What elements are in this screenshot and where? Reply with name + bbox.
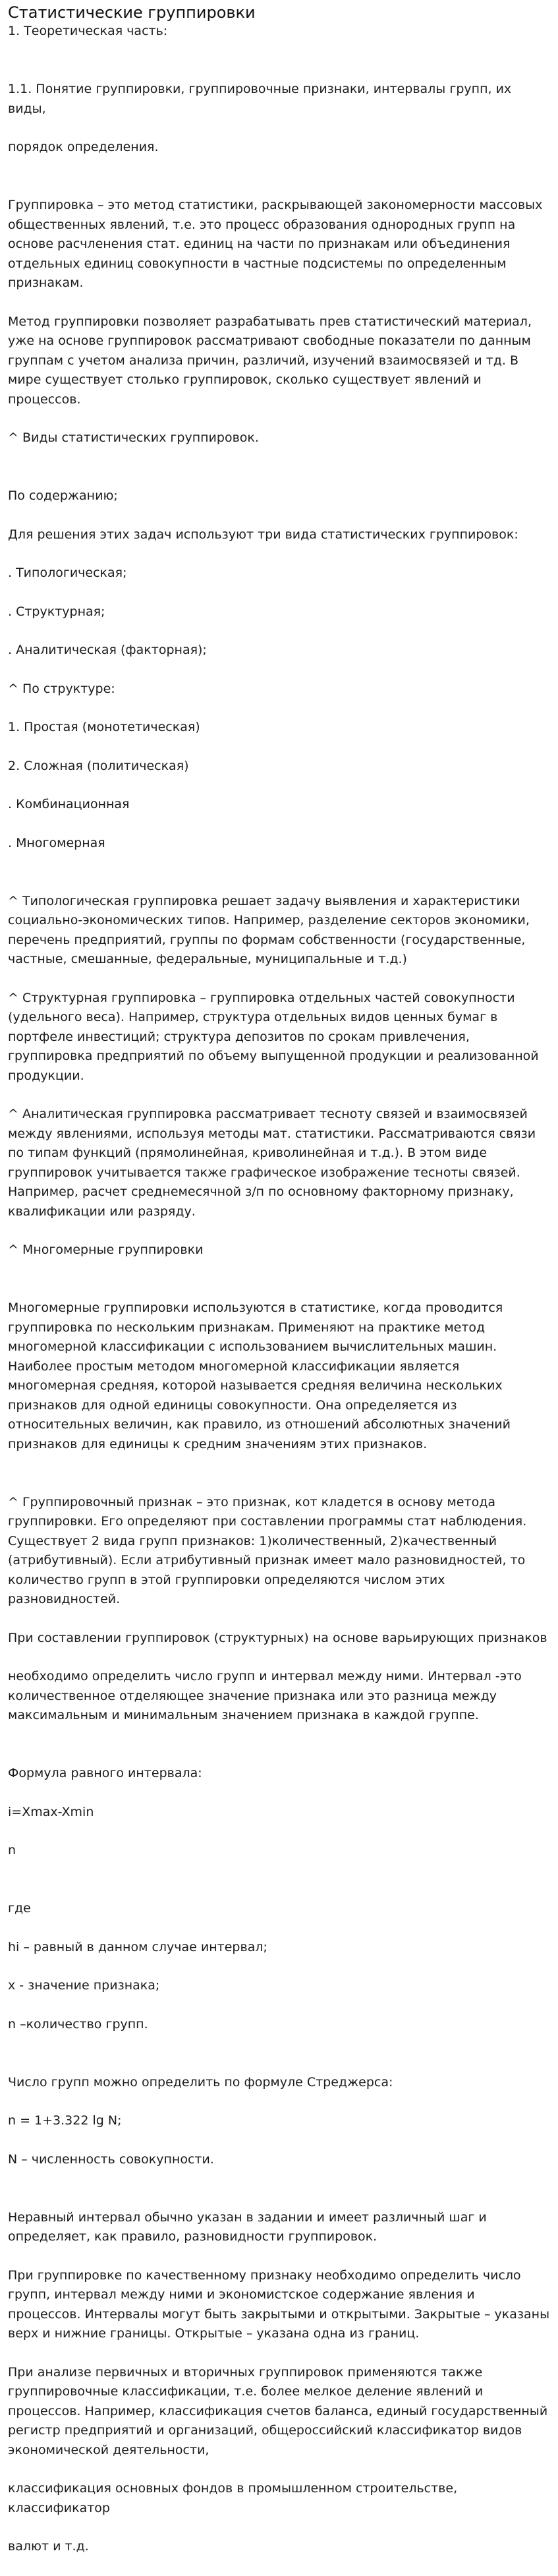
paragraph: валют и т.д. (8, 2539, 89, 2554)
paragraph: Группировка – это метод статистики, раскрывающей закономерности массовых общественных явлений, т.е. это процесс образования однородных групп на основе расчленения стат. единиц на части по признакам или объединения отдельных единиц совокупности в частные подсистемы по определенным признакам. (8, 198, 543, 290)
paragraph-spacing (8, 158, 550, 177)
paragraph-spacing (8, 1086, 550, 1105)
page-title: Статистические группировки (8, 3, 256, 22)
paragraph-spacing (8, 448, 550, 467)
paragraph: где (8, 1901, 31, 1916)
paragraph: Метод группировки позволяет разрабатывать прев статистический материал, уже на основе группировок рассматривают свободные показатели по данным группам с учетом анализа причин, различий, изучений взаимосвязей и тд. В мире существует столько группировок, сколько существует явлений и процессов. (8, 314, 532, 407)
paragraph: Для решения этих задач используют три вида статистических группировок: (8, 527, 518, 542)
paragraph: 2. Сложная (политическая) (8, 758, 189, 773)
paragraph-spacing (8, 2557, 550, 2576)
paragraph: ^ Аналитическая группировка рассматривает тесноту связей и взаимосвязей между явлениями, используя методы мат. статистики. Рассматриваются связи по типам функций (прямолинейная, криволинейная и т.д.). В этом виде группировок учитывается также графическое изображение тесноты связей. Например, расчет среднемесячной з/п по основному факторному признаку, квалификации или разряду. (8, 1107, 536, 1219)
paragraph-spacing (8, 970, 550, 989)
paragraph-spacing (8, 1454, 550, 1473)
paragraph-spacing (8, 660, 550, 680)
paragraph: порядок определения. (8, 140, 159, 154)
paragraph: 1. Простая (монотетическая) (8, 720, 200, 734)
paragraph-spacing (8, 1221, 550, 1241)
paragraph: hi – равный в данном случае интервал; (8, 1939, 267, 1954)
paragraph-spacing (8, 1260, 550, 1279)
paragraph-spacing (8, 119, 550, 138)
paragraph: ^ Группировочный признак – это признак, кот кладется в основу метода группировки. Его определяют при составлении программы стат наблюдения. Существует 2 вида групп признаков: 1)количественный, 2)качественный (атрибутивный). Если атрибутивный признак имеет мало разновидностей, то количество групп в этой группировки определяются числом этих разновидностей. (8, 1494, 527, 1606)
paragraph: . Типологическая; (8, 566, 127, 580)
spacer (8, 1473, 550, 1493)
paragraph: ^ Структурная группировка – группировка отдельных частей совокупности (удельного веса). Например, структура отдельных видов ценных бумаг в портфеле инвестиций; структура депозитов по срокам привлечения, группировка предприятий по объему выпущенной продукции и реализованной продукции. (8, 990, 539, 1083)
paragraph-spacing (8, 815, 550, 834)
paragraph-spacing (8, 2247, 550, 2266)
spacer (8, 2053, 550, 2073)
spacer (8, 61, 550, 80)
paragraph: n = 1+3.322 lg N; (8, 2113, 122, 2128)
paragraph-spacing (8, 1784, 550, 1803)
paragraph-spacing (8, 409, 550, 428)
paragraph-spacing (8, 699, 550, 718)
paragraph-spacing (8, 1957, 550, 1976)
paragraph: . Аналитическая (факторная); (8, 643, 207, 657)
paragraph: необходимо определить число групп и интервал между ними. Интервал -это количественное отделяющее значение признака или это разница между максимальным и минимальным значением признака в каждой группе. (8, 1669, 522, 1722)
paragraph: ^ Многомерные группировки (8, 1243, 204, 1257)
paragraph: При составлении группировок (структурных) на основе варьирующих признаков (8, 1630, 547, 1645)
paragraph: . Комбинационная (8, 797, 130, 811)
paragraph: классификация основных фондов в промышленном строительстве, классификатор (8, 2481, 458, 2515)
paragraph-spacing (8, 506, 550, 525)
paragraph-spacing (8, 2092, 550, 2111)
paragraph-spacing (8, 2034, 550, 2053)
paragraph: По содержанию; (8, 488, 118, 503)
paragraph-spacing (8, 42, 550, 61)
document-body (8, 22, 550, 2576)
paragraph: При группировке по качественному признаку необходимо определить число групп, интервал между ними и экономистское содержание явления и процессов. Интервалы могут быть закрытыми и открытыми. Закрытые – указаны верх и нижние границы. Открытые – указана одна из границ. (8, 2268, 550, 2341)
paragraph: ^ По структуре: (8, 681, 115, 696)
paragraph: Число групп можно определить по формуле Стреджерса: (8, 2074, 393, 2090)
paragraph: Формула равного интервала: (8, 1766, 202, 1780)
paragraph-spacing (8, 2344, 550, 2363)
paragraph-spacing (8, 1996, 550, 2015)
paragraph: n –количество групп. (8, 2016, 148, 2032)
spacer (8, 2188, 550, 2208)
paragraph-spacing (8, 1861, 550, 1880)
paragraph: Многомерные группировки используются в статистике, когда проводится группировка по нескольким признакам. Применяют на практике метод многомерной классификации с использованием вычислительных машин. Наиболее простым методом многомерной классификации является многомерная средняя, которой называется средняя величина нескольких признаков для одной единицы совокупности. Она определяется из относительных величин, как правило, из отношений абсолютных значений признаков для единицы к средним значениям этих признаков. (8, 1301, 511, 1451)
paragraph-spacing (8, 2518, 550, 2537)
paragraph: N – численность совокупности. (8, 2152, 214, 2167)
paragraph: 1. Теоретическая часть: (8, 24, 168, 38)
paragraph-spacing (8, 583, 550, 602)
spacer (8, 177, 550, 196)
paragraph-spacing (8, 853, 550, 872)
spacer (8, 1279, 550, 1299)
paragraph-spacing (8, 622, 550, 641)
spacer (8, 872, 550, 892)
paragraph-spacing (8, 1648, 550, 1667)
spacer (8, 1745, 550, 1765)
paragraph-spacing (8, 1822, 550, 1841)
paragraph-spacing (8, 738, 550, 757)
paragraph-spacing (8, 293, 550, 312)
paragraph: . Многомерная (8, 835, 105, 850)
paragraph: При анализе первичных и вторичных группировок применяются также группировочные классификации, т.е. более мелкое деление явлений и процессов. Например, классификация счетов баланса, единый государственный регистр предприятий и организаций, общероссийский классификатор видов экономической деятельности, (8, 2364, 548, 2457)
paragraph-spacing (8, 1610, 550, 1629)
paragraph-spacing (8, 1919, 550, 1938)
paragraph: ^ Виды статистических группировок. (8, 430, 259, 445)
paragraph-spacing (8, 2131, 550, 2150)
paragraph-spacing (8, 2460, 550, 2479)
paragraph-spacing (8, 544, 550, 564)
paragraph: ^ Типологическая группировка решает задачу выявления и характеристики социально-экономических типов. Например, разделение секторов экономики, перечень предприятий, группы по формам собственности (государственные, частные, смешанные, федеральные, муниципальные и т.д.) (8, 893, 530, 966)
spacer (8, 467, 550, 487)
paragraph: 1.1. Понятие группировки, группировочные признаки, интервалы групп, их виды, (8, 82, 512, 116)
paragraph-spacing (8, 776, 550, 795)
paragraph-spacing (8, 1726, 550, 1745)
paragraph: x - значение признака; (8, 1978, 160, 1993)
paragraph-spacing (8, 2169, 550, 2188)
paragraph: i=Xmax-Xmin (8, 1804, 94, 1819)
paragraph: . Структурная; (8, 604, 105, 619)
paragraph: Неравный интервал обычно указан в задании и имеет различный шаг и определяет, как правило, разновидности группировок. (8, 2210, 487, 2244)
spacer (8, 1880, 550, 1900)
paragraph: n (8, 1843, 16, 1858)
